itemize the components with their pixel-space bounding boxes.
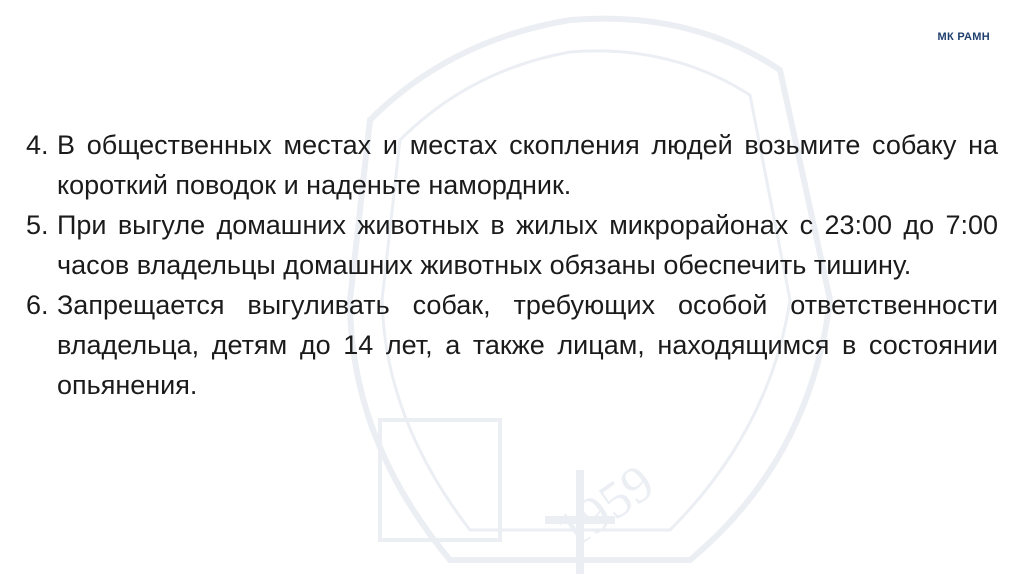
item-number: 4. <box>26 130 49 160</box>
rules-list <box>26 125 998 405</box>
list-item <box>26 285 998 405</box>
item-text: При выгуле домашних животных в жилых микрорайонах с 23:00 до 7:00 часов владельцы домашних животных обязаны обеспечить тишину. <box>57 210 998 280</box>
item-text: Запрещается выгуливать собак, требующих особой ответственности владельца, детям до 14 лет, а также лицам, находящимся в состоянии опьянения. <box>57 290 998 400</box>
item-text: В общественных местах и местах скопления людей возьмите собаку на короткий поводок и наденьте намордник. <box>57 130 998 200</box>
item-number: 6. <box>26 290 49 320</box>
list-item <box>26 205 998 285</box>
list-item <box>26 125 998 205</box>
item-number: 5. <box>26 210 49 240</box>
watermark-year: 1959 <box>546 454 665 561</box>
brand-label: МК РАМН <box>937 31 990 43</box>
